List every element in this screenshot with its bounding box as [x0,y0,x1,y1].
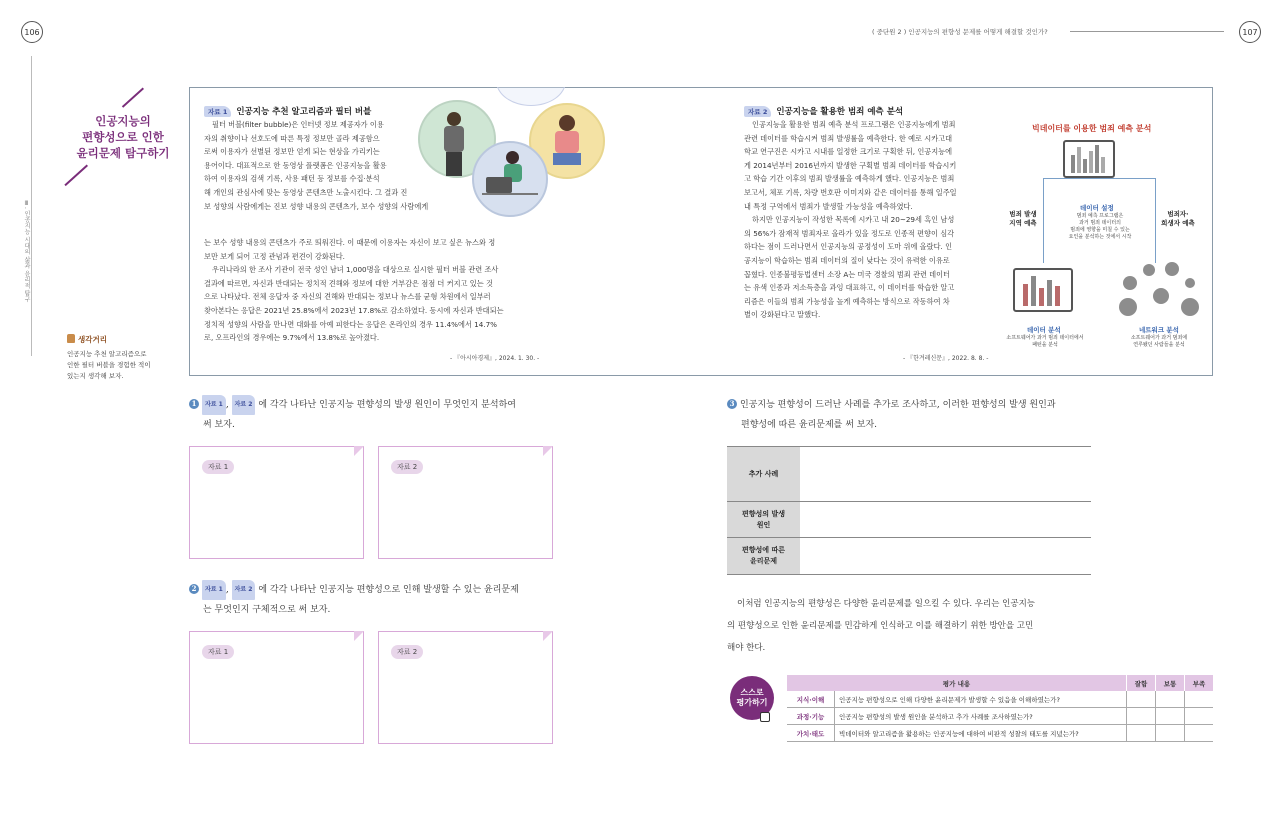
q3-row-label [727,502,800,537]
self-eval-badge-line: 스스로 [740,688,764,697]
material2-line: 내 특정 구역에서 범죄가 발생할 가능성을 예측하였다. [744,201,913,211]
material1-tag: 자료 1 [204,106,231,117]
material1-line: 는 보수 성향 내용의 콘텐츠가 주로 띄워진다. 이 때문에 이용자는 자신이 보고 싶은 뉴스와 정 [204,238,496,247]
material2-source: - 『한겨레신문』, 2022. 8. 8. - [903,355,989,362]
center-desc-line: 과거 범죄 데이터의 [1079,220,1121,226]
self-eval-check-good[interactable] [1126,725,1155,741]
q3-answer-cell[interactable] [800,447,1091,501]
q3-table [727,446,1091,575]
q3-answer-cell[interactable] [800,538,1091,574]
material1-para1-mid [204,186,484,213]
q2-text-2: 는 무엇인지 구체적으로 써 보자. [203,605,331,615]
q1-tag1: 자료 1 [202,395,226,415]
material2-heading [744,99,903,118]
right-label-line: 범죄자· [1167,210,1189,218]
q3-row [727,501,1091,537]
diagram-title: 빅데이터를 이용한 범죄 예측 분석 [1032,124,1152,133]
material2-line: 공지능이 학습하는 범죄 데이터의 질이 낮다는 것이 유력한 이유로 [744,255,950,265]
q1-box2-label: 자료 2 [391,460,423,474]
network-desc-line: 소프트웨어가 과거 범죄에 [1130,335,1188,341]
material1-line: 보 성향의 사람에게는 진보 성향 내용의 콘텐츠가, 보수 성향의 사람에게 [204,201,429,211]
pointer-hand-icon [760,712,770,722]
think-label: 생각거리 [78,335,107,344]
material2-line: 별이 강화된다고 말했다. [744,310,821,320]
self-eval-check-poor[interactable] [1184,725,1213,741]
material2-line: 는 유색 인종과 저소득층을 과잉 대표하고, 이 데이터를 학습한 알고 [744,283,955,293]
q2-tag1: 자료 1 [202,580,226,600]
title-slash-bottom [65,165,88,186]
material1-line: 필터 버블(filter bubble)은 인터넷 정보 제공자가 이용 [212,120,384,129]
left-label-line: 범죄 발생 [1009,210,1037,218]
q1-answer-box-2[interactable] [378,446,553,559]
unit-vertical-label: Ⅲ. 인공지능 시대의 삶과 윤리적 탐구 [23,200,30,303]
question-number: 2 [189,584,199,594]
q2-tag2: 자료 2 [232,580,256,600]
material2-line: 학교 연구진은 시카고 시내를 일정한 크기로 구획한 뒤, 인공지능에 [744,147,953,157]
left-label [1003,210,1043,228]
q2-text: 에 각각 나타난 인공지능 편향성으로 인해 발생할 수 있는 윤리문제 [258,585,519,595]
q1-text-2: 써 보자. [203,420,235,430]
self-eval-row [787,691,1213,708]
diagram-connector-left [1043,178,1044,263]
think-box [67,327,153,382]
material1-line: 로, 오프라인의 경우에는 9.7%에서 13.8%로 높아졌다. [204,333,380,343]
material1-line: 으로 나타났다. 전체 응답자 중 자신의 견해와 반대되는 정보나 뉴스를 균형 차원에서 일부러 [204,292,491,302]
self-eval-check-poor[interactable] [1184,708,1213,724]
material1-line: 용어이다. 대표적으로 한 동영상 플랫폼은 인공지능을 활용 [204,160,387,170]
material2-line: 꼽혔다. 인종불평등법센터 소장 A는 미국 경찰의 범죄 관련 데이터 [744,269,951,279]
center-label: 데이터 설정 [1080,204,1114,212]
q3-row-label [727,538,800,574]
self-eval-badge-line: 평가하기 [736,698,768,707]
right-page-number: 107 [1239,21,1261,43]
bigdata-monitor-icon [1063,140,1115,178]
self-eval-check-fair[interactable] [1155,691,1184,707]
header-rule [1070,31,1224,32]
closing-line: 해야 한다. [727,643,766,653]
material2-line: 리즘은 이들의 범죄 가능성을 높게 예측하는 방식으로 작동하여 차 [744,296,950,306]
lightbulb-icon [67,334,75,343]
self-eval-table [787,675,1213,742]
data-analysis-desc [995,335,1095,349]
material2-title: 인공지능을 활용한 범죄 예측 분석 [776,107,904,117]
data-analysis-desc-line: 패턴을 분석 [1032,342,1058,348]
material1-heading [204,99,371,118]
section-title-line: 윤리문제 탐구하기 [76,146,170,160]
material1-line: 보만 보게 되어 고정 관념과 편견이 강화된다. [204,251,345,261]
self-eval-check-good[interactable] [1126,691,1155,707]
material1-line: 결과에 따르면, 자신과 반대되는 정치적 견해와 정보에 대한 거부감은 점점 더 커지고 있는 것 [204,278,493,288]
self-eval-category: 과정·기능 [796,712,825,721]
self-eval-header-poor: 부족 [1184,675,1213,691]
title-slash-top [122,88,144,108]
question-3 [727,395,1107,435]
q3-row [727,537,1091,574]
right-label-line: 희생자 예측 [1161,219,1195,227]
self-eval-category: 지식·이해 [796,695,825,704]
q2-box2-label: 자료 2 [391,645,423,659]
q1-box1-label: 자료 1 [202,460,234,474]
q3-row-label-line: 윤리문제 [749,557,778,565]
data-analysis-label: 데이터 분석 [1027,326,1061,334]
q2-box1-label: 자료 1 [202,645,234,659]
material2-line: 보고서, 체포 기록, 차량 번호판 이미지와 같은 데이터를 통해 일주일 [744,187,957,197]
network-desc-line: 연루됐던 사람들을 분석 [1133,342,1185,348]
left-page-number: 106 [21,21,43,43]
network-desc [1114,335,1204,349]
material2-body [744,118,984,322]
self-eval-check-good[interactable] [1126,708,1155,724]
self-eval-header-fair: 보통 [1155,675,1184,691]
self-eval-header-content: 평가 내용 [787,675,1126,691]
material1-line: 우리나라의 한 조사 기관이 전국 성인 남녀 1,000명을 대상으로 실시한 필터 버블 관련 조사 [212,265,499,275]
self-eval-row [787,708,1213,725]
self-eval-check-fair[interactable] [1155,708,1184,724]
q1-answer-box-1[interactable] [189,446,364,559]
center-desc-line: 범죄 예측 프로그램은 [1076,213,1124,219]
closing-line: 의 편향성으로 인한 윤리문제를 민감하게 인식하고 이를 해결하기 위한 방안을 고민 [727,621,1034,631]
center-desc [1060,213,1140,241]
material1-line: 로써 이용자가 선별된 정보만 얻게 되는 현상을 가리키는 [204,147,380,157]
self-eval-item: 인공지능 편향성으로 인해 다양한 윤리문제가 발생할 수 있음을 이해하였는가? [834,691,1126,707]
material2-line: 인공지능을 활용한 범죄 예측 분석 프로그램은 인공지능에게 범죄 [752,120,956,129]
closing-line: 이처럼 인공지능의 편향성은 다양한 윤리문제를 일으킬 수 있다. 우리는 인공지능 [737,599,1035,609]
right-label [1155,210,1201,228]
material1-para1-top [204,118,424,186]
q3-answer-cell[interactable] [800,502,1091,537]
section-title [63,113,183,161]
self-eval-item: 인공지능 편향성의 발생 원인을 분석하고 추가 사례를 조사하였는가? [834,708,1126,724]
material1-line: 하여 이용자의 검색 기록, 사용 패턴 등 정보를 수집·분석 [204,174,380,184]
material1-source: - 『아시아경제』, 2024. 1. 30. - [450,355,540,362]
question-number: 1 [189,399,199,409]
q3-row-label-line: 원인 [756,520,771,529]
q2-answer-box-2[interactable] [378,631,553,744]
data-analysis-monitor-icon [1013,268,1073,312]
network-label: 네트워크 분석 [1139,326,1179,334]
question-2: 2 자료 1 , 자료 2 에 각각 나타난 인공지능 편향성으로 인해 발생할 수 있는 윤리문제 는 무엇인지 구체적으로 써 보자. [189,580,559,620]
material1-line: 찾아본다는 응답은 2021년 25.8%에서 2023년 17.8%로 감소하였다. 동시에 자신과 반대되는 [204,305,504,315]
q3-row [727,446,1091,501]
section-title-line: 인공지능의 [95,114,151,128]
q2-answer-box-1[interactable] [189,631,364,744]
question-1: 1 자료 1 , 자료 2 에 각각 나타난 인공지능 편향성의 발생 원인이 무엇인지 분석하여 써 보자. [189,395,559,435]
self-eval-item: 빅데이터와 알고리즘을 활용하는 인공지능에 대하여 비판적 성찰의 태도를 지녔는가? [834,725,1126,741]
q1-tag2: 자료 2 [232,395,256,415]
data-analysis-desc-line: 소프트웨어가 과거 범죄 데이터에서 [1006,335,1084,341]
self-eval-header-good: 잘함 [1126,675,1155,691]
self-eval-category: 가치·태도 [796,729,825,738]
think-body: 인공지능 추천 알고리즘으로 인한 필터 버블을 경험한 적이 있는지 생각해 보자. [67,350,151,380]
material2-line: 관련 데이터를 학습시켜 범죄 발생률을 예측한다. 한 예로 시카고대 [744,133,953,143]
left-label-line: 지역 예측 [1009,219,1037,227]
margin-rule [31,56,32,356]
self-eval-row [787,725,1213,742]
running-head: ( 중단원 2 ) 인공지능의 편향성 문제를 어떻게 해결할 것인가? [872,28,1048,36]
material1-line: 해 개인의 관심사에 맞는 동영상 콘텐츠만 노출시킨다. 그 결과 진 [204,188,408,197]
material1-line: 자의 취향이나 선호도에 따른 특정 정보만 골라 제공함으 [204,133,380,143]
material2-line: 하다는 점이 드러나면서 인공지능의 공정성이 도마 위에 올랐다. 인 [744,242,953,252]
q3-text: 인공지능 편향성이 드러난 사례를 추가로 조사하고, 이러한 편향성의 발생 원인과 [740,400,1056,410]
material2-line: 고 학습 기간 이후의 범죄 발생률을 예측하게 했다. 인공지능은 범죄 [744,174,955,184]
material1-line: 정치적 성향의 사람을 만나면 대화를 아예 피한다는 응답은 온라인의 경우 11.4%에서 14.7% [204,319,497,329]
network-illustration [1113,262,1205,322]
filter-bubble-top [496,56,566,106]
q1-text: 에 각각 나타난 인공지능 편향성의 발생 원인이 무엇인지 분석하여 [258,400,516,410]
center-desc-line: 요인을 분석하는 것에서 시작 [1068,234,1132,240]
q3-row-label: 추가 사례 [727,447,800,501]
material2-tag: 자료 2 [744,106,771,117]
q3-text-2: 편향성에 따른 윤리문제를 써 보자. [741,420,878,430]
material1-title: 인공지능 추천 알고리즘과 필터 버블 [236,107,372,117]
q3-row-label-line: 편향성의 발생 [741,509,785,518]
q3-row-label-line: 편향성에 따른 [741,546,785,554]
self-eval-check-poor[interactable] [1184,691,1213,707]
question-number: 3 [727,399,737,409]
diagram-connector [1043,178,1155,179]
closing-paragraph [727,593,1093,659]
material1-para1-bottom [204,236,544,345]
material2-line: 의 56%가 잠재적 범죄자로 올라가 있을 정도로 인종적 편향이 심각 [744,228,955,238]
self-eval-check-fair[interactable] [1155,725,1184,741]
section-title-line: 편향성으로 인한 [82,130,164,144]
center-desc-line: 범죄에 영향을 미칠 수 있는 [1070,227,1130,233]
material2-line: 하지만 인공지능이 작성한 목록에 시카고 내 20~29세 흑인 남성 [752,215,955,225]
self-eval-header [787,675,1213,691]
material2-line: 게 2014년부터 2016년까지 발생한 구획별 범죄 데이터를 학습시키 [744,160,957,170]
